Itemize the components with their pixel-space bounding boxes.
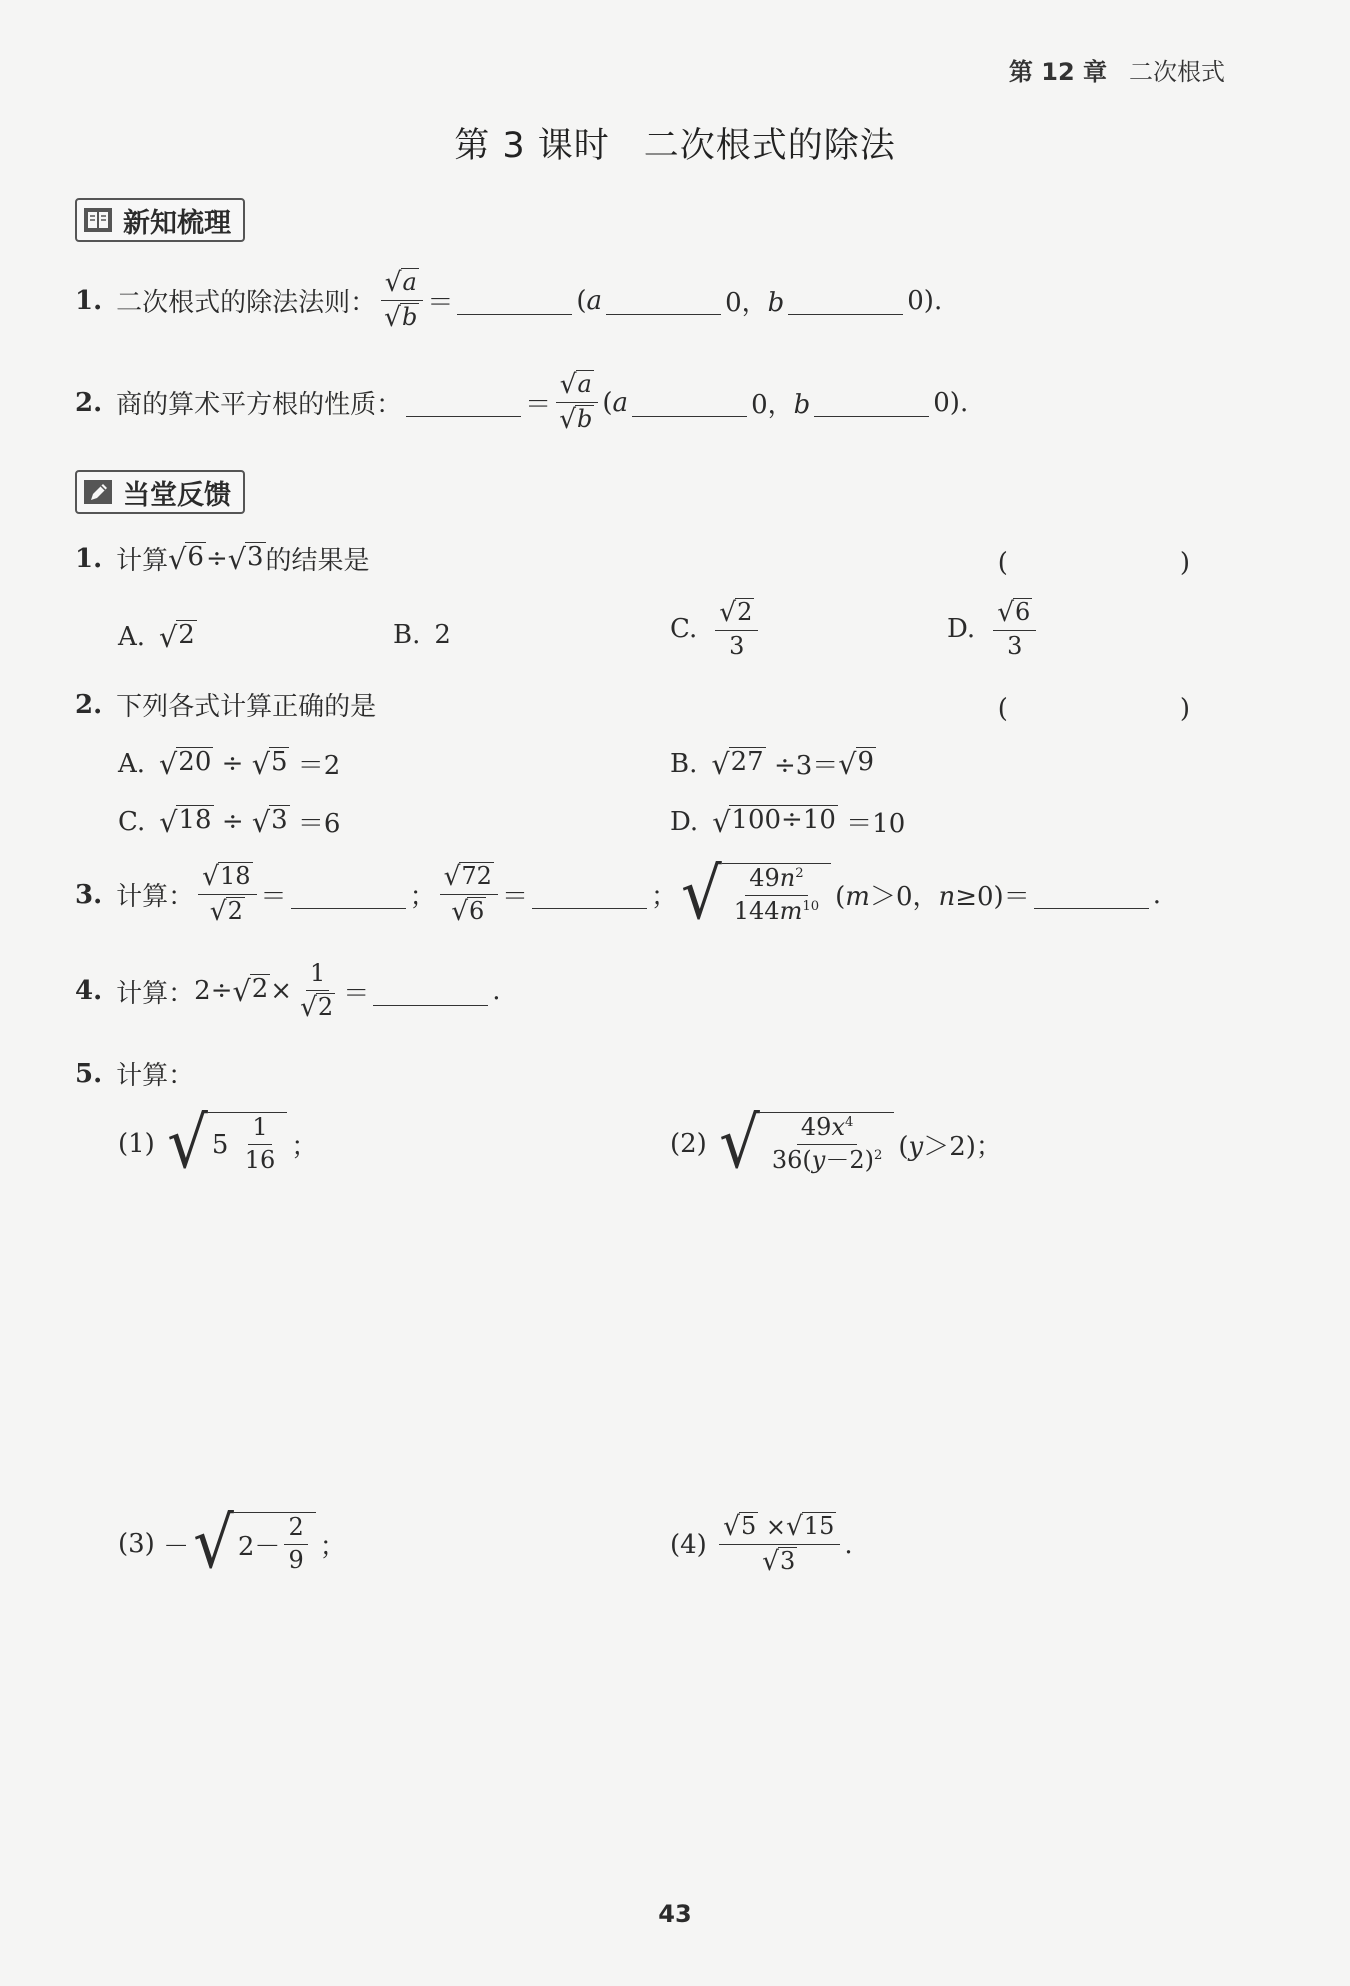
question-number: 1.: [75, 285, 103, 316]
question-number: 5.: [75, 1058, 103, 1089]
answer-blank[interactable]: [291, 880, 406, 909]
subquestion-3: (3) － √ 2－ $\frac{2}{9}$ ；: [118, 1503, 346, 1585]
feedback-question-1: 1. 计算 √ 6 ÷ √ 3 的结果是: [75, 541, 370, 576]
question-number: 2.: [75, 689, 103, 720]
knowledge-question-1: 1. 二次根式的除法法则： √ a √ b ＝ (a 0，b 0).: [75, 267, 943, 334]
lesson-number: 第 3 课时: [454, 126, 610, 166]
answer-blank[interactable]: [532, 880, 647, 909]
question-text-pre: 计算: [116, 546, 169, 576]
subquestion-4: (4) √ 5 × √ 15 √ 3 .: [670, 1511, 853, 1578]
section-label: 新知梳理: [123, 207, 231, 239]
book-icon: [83, 207, 113, 233]
question-text: 商的算术平方根的性质：: [116, 390, 403, 421]
lesson-title: [0, 118, 1350, 168]
chapter-number: 第 12 章: [1008, 58, 1107, 86]
question-text-post: 的结果是: [265, 546, 370, 576]
question-text: 计算：: [116, 882, 195, 913]
answer-blank[interactable]: [373, 977, 488, 1006]
option-a[interactable]: A. √ 2: [118, 620, 195, 654]
section-label: 当堂反馈: [123, 479, 231, 511]
answer-blank[interactable]: [406, 388, 521, 417]
pencil-icon: [83, 479, 113, 505]
chapter-header: [1009, 52, 1225, 87]
option-b[interactable]: B. √ 27 ÷3＝ √ 9: [670, 746, 875, 781]
answer-blank[interactable]: [1034, 880, 1149, 909]
page-number: 43: [658, 1900, 692, 1928]
question-text: 下列各式计算正确的是: [116, 692, 377, 722]
chapter-title: 二次根式: [1129, 58, 1225, 86]
feedback-question-4: 4. 计算： 2÷ √ 2 × 1 √ 2 ＝ .: [75, 959, 501, 1023]
question-number: 1.: [75, 543, 103, 574]
option-c[interactable]: C. √ 18 ÷ √ 3 ＝6: [118, 804, 341, 839]
subquestion-2: (2) √ $\frac{49x^4}{36(y-2)^2}$ (y＞2)；: [670, 1103, 1002, 1185]
section-feedback: [75, 470, 245, 514]
answer-blank[interactable]: [788, 286, 903, 315]
option-a[interactable]: A. √ 20 ÷ √ 5 ＝2: [118, 746, 341, 781]
subquestion-1: (1) √ 5 $\frac{1}{16}$ ；: [118, 1103, 318, 1185]
feedback-question-2: [75, 686, 376, 723]
knowledge-question-2: 2. 商的算术平方根的性质： ＝ √ a √ b (a 0，b 0).: [75, 369, 969, 436]
question-text: 二次根式的除法法则：: [116, 288, 377, 319]
question-number: 4.: [75, 976, 103, 1007]
option-d[interactable]: D. √ 6 3: [947, 598, 1040, 661]
option-b[interactable]: B. 2: [393, 620, 451, 650]
question-text: 计算：: [116, 978, 195, 1009]
answer-bracket[interactable]: ( ): [997, 694, 1230, 724]
feedback-question-3: 3. 计算： √ 18 √ 2 ＝ ； √ 72 √ 6 ＝ ； √ $\frac{49n^2}{144m^{10}}$ (m＞0，n≥0)＝ .: [75, 854, 1161, 936]
lesson-topic: 二次根式的除法: [643, 126, 896, 166]
option-d[interactable]: D. √ 100÷10 ＝10: [670, 804, 906, 839]
question-text: 计算：: [116, 1061, 195, 1091]
answer-blank[interactable]: [457, 286, 572, 315]
answer-bracket[interactable]: ( ): [997, 548, 1230, 578]
formula-sqrt-a-over-sqrt-b: √ a √ b: [555, 370, 598, 436]
question-number: 2.: [75, 387, 103, 418]
answer-blank[interactable]: [606, 286, 721, 315]
option-c[interactable]: C. √ 2 3: [670, 598, 762, 661]
question-number: 3.: [75, 879, 103, 910]
answer-blank[interactable]: [814, 388, 929, 417]
feedback-question-5: [75, 1055, 194, 1092]
answer-blank[interactable]: [632, 388, 747, 417]
formula-sqrt-a-over-sqrt-b: √ a √ b: [380, 268, 423, 334]
section-new-knowledge: [75, 198, 245, 242]
